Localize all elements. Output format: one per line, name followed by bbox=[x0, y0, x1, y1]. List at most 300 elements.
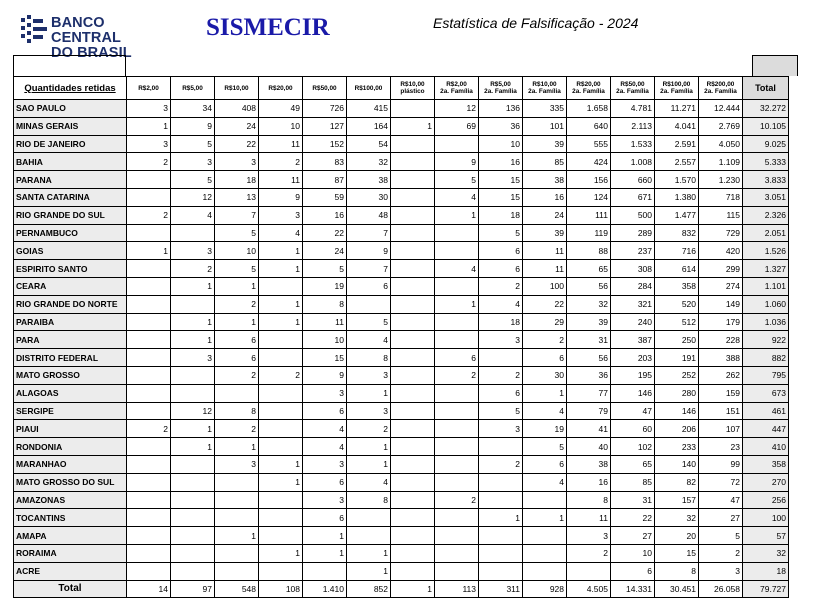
column-header-denomination: R$10,00 bbox=[224, 84, 249, 92]
count-cell: 1 bbox=[215, 438, 259, 456]
count-cell: 26.058 bbox=[699, 580, 743, 598]
count-cell: 101 bbox=[523, 117, 567, 135]
table-row bbox=[14, 491, 789, 509]
column-header-denomination: R$200,00 bbox=[706, 81, 735, 88]
table-row bbox=[14, 562, 789, 580]
count-cell: 24 bbox=[215, 117, 259, 135]
count-cell bbox=[127, 402, 171, 420]
count-cell: 6 bbox=[479, 260, 523, 278]
count-cell: 3 bbox=[215, 153, 259, 171]
count-cell bbox=[215, 562, 259, 580]
count-cell: 9 bbox=[435, 153, 479, 171]
count-cell: 9 bbox=[303, 366, 347, 384]
count-cell: 30 bbox=[523, 366, 567, 384]
report-title: Estatística de Falsificação - 2024 bbox=[433, 15, 639, 31]
column-header-denomination: R$5,00 bbox=[490, 81, 511, 88]
count-cell bbox=[391, 135, 435, 153]
count-cell: 102 bbox=[611, 438, 655, 456]
count-cell bbox=[259, 527, 303, 545]
count-cell: 22 bbox=[611, 509, 655, 527]
count-cell: 614 bbox=[655, 260, 699, 278]
count-cell: 115 bbox=[699, 206, 743, 224]
count-cell: 240 bbox=[611, 313, 655, 331]
count-cell: 555 bbox=[567, 135, 611, 153]
count-cell bbox=[347, 527, 391, 545]
table-row bbox=[14, 331, 789, 349]
count-cell: 3 bbox=[479, 420, 523, 438]
table-row bbox=[14, 206, 789, 224]
count-cell: 87 bbox=[303, 171, 347, 189]
bank-name-line2: DO BRASIL bbox=[51, 45, 132, 61]
count-cell bbox=[391, 349, 435, 367]
column-header-denomination: R$20,00 bbox=[576, 81, 601, 88]
count-cell: 1 bbox=[171, 420, 215, 438]
count-cell bbox=[171, 224, 215, 242]
count-cell bbox=[479, 438, 523, 456]
count-cell: 1 bbox=[215, 277, 259, 295]
count-cell bbox=[127, 509, 171, 527]
count-cell: 289 bbox=[611, 224, 655, 242]
count-cell: 11 bbox=[523, 242, 567, 260]
count-cell bbox=[391, 455, 435, 473]
state-name: AMAZONAS bbox=[14, 491, 127, 509]
count-cell bbox=[347, 509, 391, 527]
state-name: DISTRITO FEDERAL bbox=[14, 349, 127, 367]
count-cell: 6 bbox=[347, 277, 391, 295]
column-header bbox=[215, 77, 259, 100]
count-cell: 4 bbox=[347, 473, 391, 491]
count-cell: 18 bbox=[479, 206, 523, 224]
column-header bbox=[259, 77, 303, 100]
count-cell bbox=[479, 527, 523, 545]
count-cell: 11 bbox=[259, 171, 303, 189]
count-cell: 77 bbox=[567, 384, 611, 402]
column-header bbox=[391, 77, 435, 100]
count-cell: 1 bbox=[259, 260, 303, 278]
table-row bbox=[14, 242, 789, 260]
count-cell bbox=[391, 473, 435, 491]
count-cell: 726 bbox=[303, 100, 347, 118]
count-cell: 24 bbox=[303, 242, 347, 260]
count-cell: 39 bbox=[523, 224, 567, 242]
count-cell: 3 bbox=[303, 491, 347, 509]
count-cell: 39 bbox=[567, 313, 611, 331]
count-cell: 108 bbox=[259, 580, 303, 598]
count-cell: 111 bbox=[567, 206, 611, 224]
count-cell: 2 bbox=[567, 544, 611, 562]
count-cell: 56 bbox=[567, 349, 611, 367]
count-cell: 832 bbox=[655, 224, 699, 242]
count-cell bbox=[127, 562, 171, 580]
count-cell: 164 bbox=[347, 117, 391, 135]
count-cell bbox=[435, 277, 479, 295]
count-cell bbox=[303, 562, 347, 580]
count-cell: 22 bbox=[303, 224, 347, 242]
count-cell bbox=[171, 491, 215, 509]
count-cell bbox=[391, 366, 435, 384]
count-cell bbox=[479, 349, 523, 367]
state-name: PARA bbox=[14, 331, 127, 349]
count-cell: 311 bbox=[479, 580, 523, 598]
count-cell bbox=[391, 206, 435, 224]
count-cell: 500 bbox=[611, 206, 655, 224]
state-name: PARAIBA bbox=[14, 313, 127, 331]
count-cell: 27 bbox=[699, 509, 743, 527]
count-cell: 5 bbox=[171, 171, 215, 189]
totals-label: Total bbox=[14, 580, 127, 598]
column-header bbox=[567, 77, 611, 100]
count-cell bbox=[435, 224, 479, 242]
system-title: SISMECIR bbox=[206, 14, 330, 41]
count-cell: 1 bbox=[259, 544, 303, 562]
column-header-denomination: R$20,00 bbox=[268, 84, 293, 92]
table-row bbox=[14, 366, 789, 384]
count-cell: 1 bbox=[171, 438, 215, 456]
count-cell bbox=[127, 438, 171, 456]
count-cell: 47 bbox=[611, 402, 655, 420]
table-row bbox=[14, 455, 789, 473]
count-cell bbox=[127, 384, 171, 402]
count-cell: 1 bbox=[435, 206, 479, 224]
count-cell: 3 bbox=[347, 402, 391, 420]
column-header-series: 2a. Família bbox=[440, 88, 473, 95]
row-total-cell: 32.272 bbox=[743, 100, 789, 118]
count-cell: 321 bbox=[611, 295, 655, 313]
count-cell bbox=[523, 491, 567, 509]
count-cell: 1 bbox=[259, 313, 303, 331]
count-cell: 1.008 bbox=[611, 153, 655, 171]
count-cell bbox=[391, 188, 435, 206]
count-cell: 2 bbox=[435, 366, 479, 384]
state-name: ALAGOAS bbox=[14, 384, 127, 402]
count-cell: 3 bbox=[171, 349, 215, 367]
count-cell: 59 bbox=[303, 188, 347, 206]
state-name: BAHIA bbox=[14, 153, 127, 171]
count-cell: 387 bbox=[611, 331, 655, 349]
count-cell: 5 bbox=[215, 260, 259, 278]
state-name: ESPIRITO SANTO bbox=[14, 260, 127, 278]
count-cell: 34 bbox=[171, 100, 215, 118]
count-cell: 195 bbox=[611, 366, 655, 384]
count-cell: 308 bbox=[611, 260, 655, 278]
count-cell: 18 bbox=[215, 171, 259, 189]
count-cell: 1 bbox=[435, 295, 479, 313]
row-total-cell: 1.526 bbox=[743, 242, 789, 260]
count-cell bbox=[479, 473, 523, 491]
row-total-cell: 1.060 bbox=[743, 295, 789, 313]
count-cell: 99 bbox=[699, 455, 743, 473]
count-cell bbox=[435, 509, 479, 527]
count-cell: 107 bbox=[699, 420, 743, 438]
count-cell bbox=[435, 438, 479, 456]
count-cell: 1 bbox=[303, 544, 347, 562]
count-cell: 5 bbox=[215, 224, 259, 242]
column-header-series: 2a. Família bbox=[572, 88, 605, 95]
count-cell: 149 bbox=[699, 295, 743, 313]
count-cell: 10 bbox=[303, 331, 347, 349]
count-cell bbox=[259, 384, 303, 402]
count-cell bbox=[171, 384, 215, 402]
row-total-cell: 882 bbox=[743, 349, 789, 367]
count-cell: 27 bbox=[611, 527, 655, 545]
count-cell bbox=[127, 544, 171, 562]
count-cell bbox=[259, 402, 303, 420]
count-cell: 15 bbox=[479, 171, 523, 189]
count-cell: 14 bbox=[127, 580, 171, 598]
count-cell bbox=[391, 420, 435, 438]
count-cell: 5 bbox=[523, 438, 567, 456]
table-body bbox=[14, 100, 789, 598]
count-cell bbox=[259, 349, 303, 367]
count-cell: 3 bbox=[479, 331, 523, 349]
count-cell bbox=[435, 544, 479, 562]
count-cell: 252 bbox=[655, 366, 699, 384]
table-row bbox=[14, 402, 789, 420]
count-cell: 9 bbox=[259, 188, 303, 206]
state-name: PERNAMBUCO bbox=[14, 224, 127, 242]
count-cell: 10 bbox=[259, 117, 303, 135]
count-cell bbox=[435, 420, 479, 438]
count-cell: 1 bbox=[391, 580, 435, 598]
count-cell: 928 bbox=[523, 580, 567, 598]
count-cell bbox=[435, 331, 479, 349]
count-cell: 8 bbox=[347, 491, 391, 509]
count-cell bbox=[391, 171, 435, 189]
count-cell: 2.769 bbox=[699, 117, 743, 135]
column-header bbox=[435, 77, 479, 100]
counterfeit-table bbox=[13, 76, 789, 598]
count-cell: 4 bbox=[303, 438, 347, 456]
count-cell: 1.658 bbox=[567, 100, 611, 118]
count-cell: 5 bbox=[171, 135, 215, 153]
count-cell: 335 bbox=[523, 100, 567, 118]
count-cell: 2 bbox=[435, 491, 479, 509]
count-cell bbox=[259, 277, 303, 295]
count-cell bbox=[435, 135, 479, 153]
count-cell bbox=[391, 562, 435, 580]
count-cell bbox=[215, 509, 259, 527]
count-cell: 2 bbox=[347, 420, 391, 438]
count-cell bbox=[391, 295, 435, 313]
count-cell: 415 bbox=[347, 100, 391, 118]
table-row bbox=[14, 420, 789, 438]
state-name: TOCANTINS bbox=[14, 509, 127, 527]
count-cell bbox=[435, 402, 479, 420]
count-cell: 19 bbox=[303, 277, 347, 295]
count-cell: 6 bbox=[611, 562, 655, 580]
count-cell: 31 bbox=[567, 331, 611, 349]
state-name: PIAUI bbox=[14, 420, 127, 438]
column-header-series: 2a. Família bbox=[704, 88, 737, 95]
count-cell bbox=[523, 562, 567, 580]
row-total-cell: 270 bbox=[743, 473, 789, 491]
count-cell: 10 bbox=[215, 242, 259, 260]
state-name: GOIAS bbox=[14, 242, 127, 260]
count-cell: 6 bbox=[215, 331, 259, 349]
table-row bbox=[14, 509, 789, 527]
table-row bbox=[14, 438, 789, 456]
count-cell: 157 bbox=[655, 491, 699, 509]
row-total-cell: 256 bbox=[743, 491, 789, 509]
table-row bbox=[14, 224, 789, 242]
count-cell: 4 bbox=[479, 295, 523, 313]
count-cell bbox=[127, 313, 171, 331]
column-header-denomination: R$2,00 bbox=[446, 81, 467, 88]
table-row bbox=[14, 349, 789, 367]
count-cell bbox=[391, 402, 435, 420]
count-cell: 146 bbox=[611, 384, 655, 402]
count-cell bbox=[127, 277, 171, 295]
count-cell: 2 bbox=[215, 420, 259, 438]
count-cell: 4 bbox=[303, 420, 347, 438]
column-header-denomination: R$50,00 bbox=[620, 81, 645, 88]
count-cell bbox=[259, 491, 303, 509]
count-cell: 233 bbox=[655, 438, 699, 456]
count-cell: 4.781 bbox=[611, 100, 655, 118]
count-cell bbox=[215, 544, 259, 562]
column-header-denomination: R$10,00 bbox=[532, 81, 557, 88]
state-name: PARANA bbox=[14, 171, 127, 189]
state-name: MARANHAO bbox=[14, 455, 127, 473]
count-cell: 151 bbox=[699, 402, 743, 420]
count-cell: 16 bbox=[567, 473, 611, 491]
count-cell: 852 bbox=[347, 580, 391, 598]
count-cell: 6 bbox=[479, 242, 523, 260]
count-cell: 11 bbox=[523, 260, 567, 278]
table-header-row bbox=[14, 77, 789, 100]
count-cell bbox=[127, 295, 171, 313]
count-cell: 1.570 bbox=[655, 171, 699, 189]
count-cell: 4 bbox=[523, 473, 567, 491]
count-cell: 3 bbox=[347, 366, 391, 384]
count-cell: 4.050 bbox=[699, 135, 743, 153]
count-cell: 16 bbox=[303, 206, 347, 224]
count-cell bbox=[259, 562, 303, 580]
count-cell: 79 bbox=[567, 402, 611, 420]
count-cell: 716 bbox=[655, 242, 699, 260]
count-cell: 113 bbox=[435, 580, 479, 598]
row-total-cell: 461 bbox=[743, 402, 789, 420]
count-cell: 1 bbox=[259, 242, 303, 260]
count-cell: 671 bbox=[611, 188, 655, 206]
count-cell bbox=[259, 420, 303, 438]
state-name: MATO GROSSO bbox=[14, 366, 127, 384]
count-cell: 237 bbox=[611, 242, 655, 260]
count-cell: 140 bbox=[655, 455, 699, 473]
count-cell: 24 bbox=[523, 206, 567, 224]
count-cell: 54 bbox=[347, 135, 391, 153]
count-cell: 38 bbox=[347, 171, 391, 189]
count-cell bbox=[391, 491, 435, 509]
table-row bbox=[14, 277, 789, 295]
count-cell bbox=[259, 331, 303, 349]
column-header-series: 2a. Família bbox=[528, 88, 561, 95]
state-name: CEARA bbox=[14, 277, 127, 295]
count-cell bbox=[171, 473, 215, 491]
row-total-cell: 1.036 bbox=[743, 313, 789, 331]
count-cell: 6 bbox=[303, 402, 347, 420]
count-cell: 228 bbox=[699, 331, 743, 349]
count-cell: 11 bbox=[303, 313, 347, 331]
table-row bbox=[14, 100, 789, 118]
count-cell: 1 bbox=[259, 295, 303, 313]
count-cell: 1 bbox=[127, 242, 171, 260]
count-cell: 548 bbox=[215, 580, 259, 598]
count-cell: 30.451 bbox=[655, 580, 699, 598]
row-total-cell: 1.327 bbox=[743, 260, 789, 278]
count-cell: 29 bbox=[523, 313, 567, 331]
count-cell: 179 bbox=[699, 313, 743, 331]
count-cell: 3 bbox=[127, 100, 171, 118]
table-row bbox=[14, 135, 789, 153]
count-cell: 1.109 bbox=[699, 153, 743, 171]
count-cell bbox=[391, 277, 435, 295]
column-header bbox=[479, 77, 523, 100]
totals-row bbox=[14, 580, 789, 598]
count-cell: 32 bbox=[655, 509, 699, 527]
count-cell: 1 bbox=[347, 438, 391, 456]
count-cell: 39 bbox=[523, 135, 567, 153]
count-cell: 3 bbox=[171, 242, 215, 260]
count-cell: 82 bbox=[655, 473, 699, 491]
row-total-cell: 79.727 bbox=[743, 580, 789, 598]
column-header bbox=[303, 77, 347, 100]
count-cell: 7 bbox=[215, 206, 259, 224]
count-cell: 7 bbox=[347, 260, 391, 278]
count-cell bbox=[171, 562, 215, 580]
count-cell bbox=[127, 260, 171, 278]
count-cell: 97 bbox=[171, 580, 215, 598]
count-cell: 22 bbox=[215, 135, 259, 153]
count-cell bbox=[391, 260, 435, 278]
count-cell: 1 bbox=[171, 313, 215, 331]
count-cell: 2 bbox=[127, 206, 171, 224]
count-cell: 6 bbox=[215, 349, 259, 367]
count-cell: 8 bbox=[215, 402, 259, 420]
count-cell bbox=[391, 331, 435, 349]
count-cell: 4.041 bbox=[655, 117, 699, 135]
count-cell bbox=[127, 349, 171, 367]
column-header bbox=[171, 77, 215, 100]
count-cell: 15 bbox=[479, 188, 523, 206]
count-cell bbox=[391, 438, 435, 456]
count-cell bbox=[391, 153, 435, 171]
count-cell: 424 bbox=[567, 153, 611, 171]
column-header-series: 2a. Família bbox=[660, 88, 693, 95]
count-cell bbox=[391, 544, 435, 562]
count-cell bbox=[215, 384, 259, 402]
count-cell bbox=[391, 509, 435, 527]
count-cell: 65 bbox=[567, 260, 611, 278]
corner-label: Quantidades retidas bbox=[14, 77, 127, 100]
count-cell: 2 bbox=[523, 331, 567, 349]
count-cell: 49 bbox=[259, 100, 303, 118]
table-row bbox=[14, 153, 789, 171]
count-cell bbox=[127, 491, 171, 509]
column-header bbox=[127, 77, 171, 100]
count-cell: 10 bbox=[479, 135, 523, 153]
count-cell bbox=[391, 224, 435, 242]
count-cell bbox=[171, 509, 215, 527]
count-cell: 16 bbox=[523, 188, 567, 206]
count-cell: 206 bbox=[655, 420, 699, 438]
count-cell: 2 bbox=[215, 295, 259, 313]
row-total-cell: 18 bbox=[743, 562, 789, 580]
count-cell: 3 bbox=[699, 562, 743, 580]
count-cell: 2 bbox=[699, 544, 743, 562]
column-header bbox=[655, 77, 699, 100]
count-cell: 65 bbox=[611, 455, 655, 473]
